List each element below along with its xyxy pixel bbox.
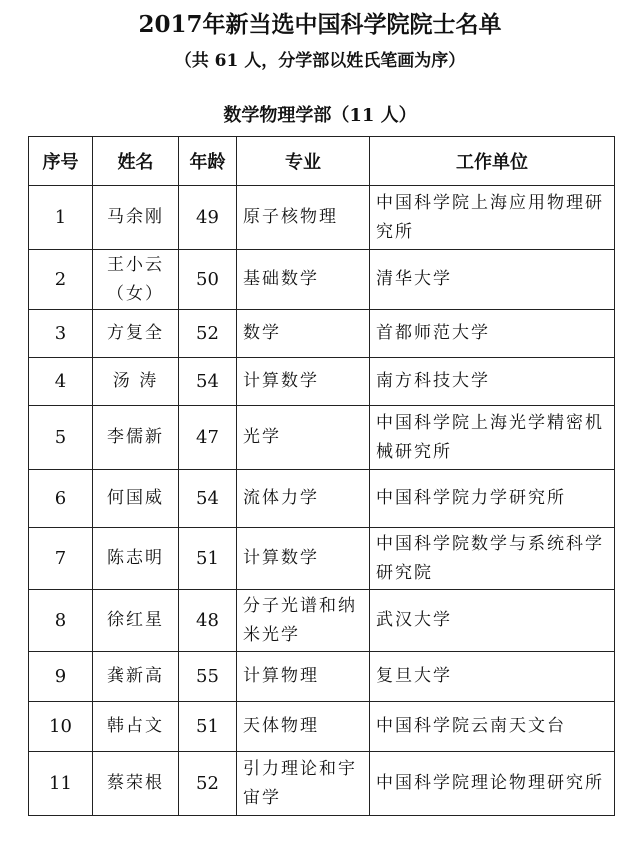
table-row	[29, 358, 615, 406]
cell-name: 马余刚	[93, 186, 179, 250]
cell-name: 蔡荣根	[93, 752, 179, 816]
header-major: 专业	[237, 137, 370, 186]
cell-no: 4	[29, 358, 93, 406]
cell-unit: 首都师范大学	[370, 310, 615, 358]
cell-age: 52	[179, 310, 237, 358]
cell-unit: 中国科学院上海应用物理研究所	[370, 186, 615, 250]
cell-unit: 南方科技大学	[370, 358, 615, 406]
cell-unit: 武汉大学	[370, 590, 615, 652]
cell-age: 52	[179, 752, 237, 816]
header-no: 序号	[29, 137, 93, 186]
cell-name: 龚新高	[93, 652, 179, 702]
cell-unit: 清华大学	[370, 250, 615, 310]
cell-age: 54	[179, 470, 237, 528]
cell-name: 汤 涛	[93, 358, 179, 406]
cell-major: 计算数学	[237, 528, 370, 590]
header-unit: 工作单位	[370, 137, 615, 186]
cell-name: 徐红星	[93, 590, 179, 652]
cell-name: 韩占文	[93, 702, 179, 752]
cell-age: 51	[179, 702, 237, 752]
table-row	[29, 470, 615, 528]
cell-unit: 中国科学院云南天文台	[370, 702, 615, 752]
cell-age: 49	[179, 186, 237, 250]
table-row	[29, 652, 615, 702]
table-header-row	[29, 137, 615, 186]
table-row	[29, 186, 615, 250]
cell-no: 5	[29, 406, 93, 470]
cell-major: 分子光谱和纳米光学	[237, 590, 370, 652]
cell-age: 51	[179, 528, 237, 590]
document-title: 2017年新当选中国科学院院士名单	[138, 11, 502, 38]
cell-major: 数学	[237, 310, 370, 358]
cell-major: 原子核物理	[237, 186, 370, 250]
cell-no: 9	[29, 652, 93, 702]
table-row	[29, 590, 615, 652]
cell-no: 3	[29, 310, 93, 358]
cell-age: 55	[179, 652, 237, 702]
cell-name: 王小云（女）	[93, 250, 179, 310]
cell-major: 引力理论和宇宙学	[237, 752, 370, 816]
cell-age: 50	[179, 250, 237, 310]
cell-no: 1	[29, 186, 93, 250]
cell-no: 7	[29, 528, 93, 590]
cell-major: 流体力学	[237, 470, 370, 528]
cell-age: 54	[179, 358, 237, 406]
cell-major: 基础数学	[237, 250, 370, 310]
table-row	[29, 702, 615, 752]
document-subtitle: （共 61 人，分学部以姓氏笔画为序）	[174, 51, 466, 71]
table-row	[29, 528, 615, 590]
cell-major: 计算物理	[237, 652, 370, 702]
cell-name: 李儒新	[93, 406, 179, 470]
cell-name: 陈志明	[93, 528, 179, 590]
table-row	[29, 406, 615, 470]
cell-unit: 中国科学院数学与系统科学研究院	[370, 528, 615, 590]
cell-major: 光学	[237, 406, 370, 470]
cell-no: 8	[29, 590, 93, 652]
table-row	[29, 752, 615, 816]
academicians-table	[28, 136, 615, 816]
cell-age: 48	[179, 590, 237, 652]
cell-name: 何国威	[93, 470, 179, 528]
cell-no: 11	[29, 752, 93, 816]
table-row	[29, 310, 615, 358]
cell-no: 6	[29, 470, 93, 528]
header-name: 姓名	[93, 137, 179, 186]
cell-unit: 中国科学院上海光学精密机械研究所	[370, 406, 615, 470]
cell-unit: 中国科学院力学研究所	[370, 470, 615, 528]
header-age: 年龄	[179, 137, 237, 186]
cell-major: 天体物理	[237, 702, 370, 752]
cell-no: 2	[29, 250, 93, 310]
cell-major: 计算数学	[237, 358, 370, 406]
cell-unit: 中国科学院理论物理研究所	[370, 752, 615, 816]
cell-name: 方复全	[93, 310, 179, 358]
table-row	[29, 250, 615, 310]
section-heading: 数学物理学部（11 人）	[223, 105, 417, 126]
cell-unit: 复旦大学	[370, 652, 615, 702]
cell-age: 47	[179, 406, 237, 470]
cell-no: 10	[29, 702, 93, 752]
